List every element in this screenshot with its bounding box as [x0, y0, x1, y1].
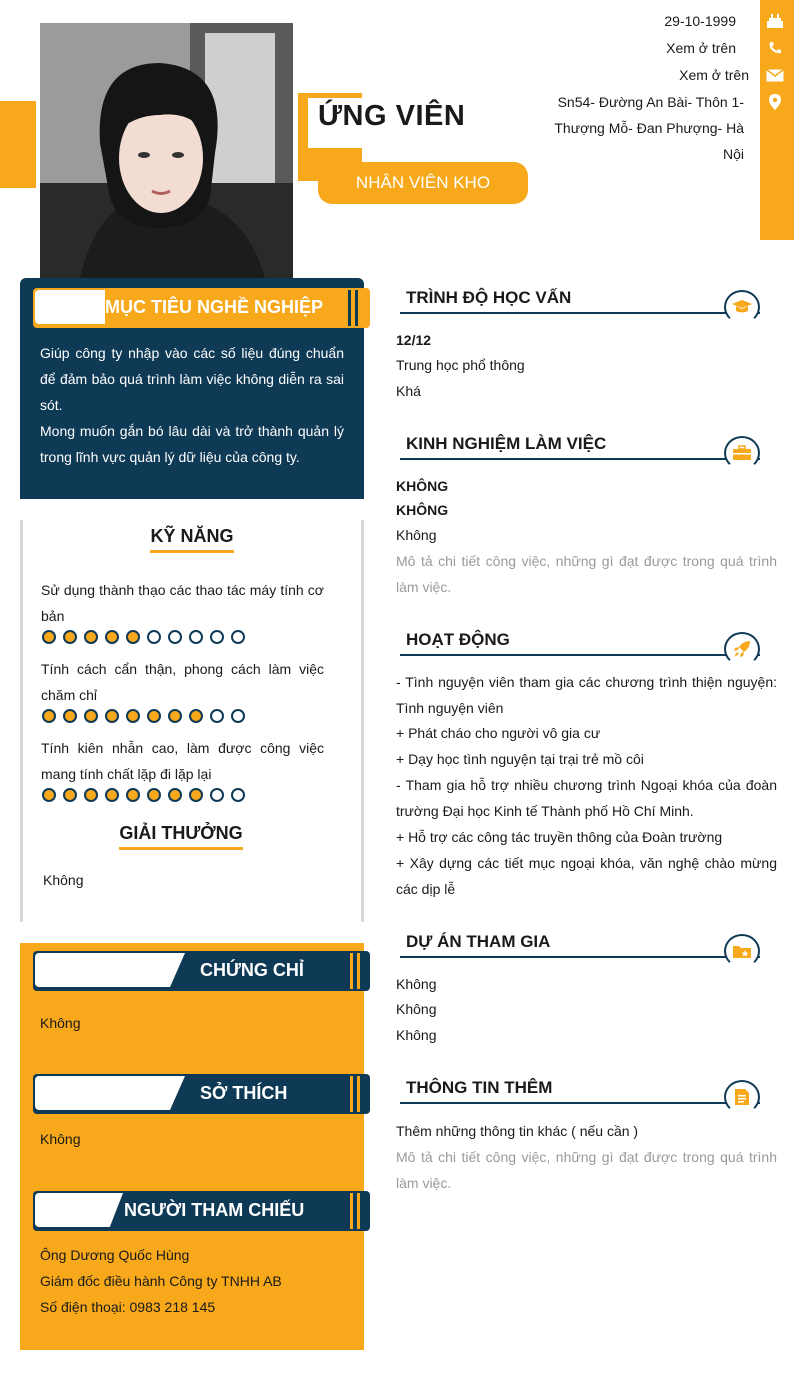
hobbies-text: Không: [40, 1131, 81, 1147]
project-role: Không: [396, 1001, 437, 1017]
job-title-badge: NHÂN VIÊN KHO: [318, 162, 528, 204]
awards-text: Không: [43, 872, 84, 888]
activity-line-6: + Xây dựng các tiết mục ngoại khóa, văn nghệ chào mừng các dịp lễ: [396, 855, 777, 897]
education-title: TRÌNH ĐỘ HỌC VẤN: [406, 288, 572, 307]
envelope-icon: [765, 65, 785, 85]
activities-title: HOẠT ĐỘNG: [406, 630, 510, 649]
references-header: [33, 1191, 370, 1231]
certificates-header: [33, 951, 370, 991]
rating-dot-filled: [168, 788, 182, 802]
contact-phone: Xem ở trên: [666, 40, 736, 56]
skills-title-wrap: [20, 526, 364, 547]
map-marker-icon: [765, 92, 785, 112]
profile-photo: [40, 23, 293, 278]
skills-title: KỸ NĂNG: [150, 526, 233, 553]
experience-company: KHÔNG: [396, 478, 449, 494]
rating-dot-filled: [126, 788, 140, 802]
experience-title: KINH NGHIỆM LÀM VIỆC: [406, 434, 607, 453]
phone-icon: [765, 38, 785, 58]
projects-header: [400, 928, 760, 958]
rating-dot-filled: [147, 709, 161, 723]
rating-dot-filled: [42, 788, 56, 802]
skill-rating-2: [42, 709, 245, 723]
education-period: 12/12: [396, 332, 432, 348]
objective-text-2: Mong muốn gắn bó lâu dài và trở thành quản lý trong lĩnh vực quản lý dữ liệu của công ty.: [40, 423, 344, 465]
rating-dot-filled: [189, 709, 203, 723]
rating-dot-empty: [210, 788, 224, 802]
rating-dot-empty: [147, 630, 161, 644]
profile-photo-illustration: [40, 23, 293, 278]
skill-label-3: Tính kiên nhẫn cao, làm được công việc mang tính chất lặp đi lặp lại: [41, 740, 324, 782]
rating-dot-filled: [63, 709, 77, 723]
contact-address-line2: Thượng Mỗ- Đan Phượng- Hà: [554, 120, 744, 136]
contact-icon-strip: [760, 0, 794, 240]
rating-dot-filled: [105, 630, 119, 644]
rating-dot-empty: [231, 709, 245, 723]
extra-info-title: THÔNG TIN THÊM: [406, 1078, 553, 1097]
rating-dot-filled: [84, 709, 98, 723]
skill-rating-1: [42, 630, 245, 644]
hobbies-title: SỞ THÍCH: [200, 1083, 288, 1103]
certificates-title: CHỨNG CHỈ: [200, 960, 304, 980]
rating-dot-empty: [189, 630, 203, 644]
rating-dot-filled: [42, 630, 56, 644]
education-header: [400, 284, 760, 314]
objective-text-1: Giúp công ty nhập vào các số liệu đúng chuẩn để đảm bảo quá trình làm việc không diễn ra sai sót.: [40, 345, 344, 413]
document-icon: [724, 1080, 760, 1114]
rating-dot-filled: [126, 630, 140, 644]
candidate-name: ỨNG VIÊN: [318, 100, 466, 132]
education-school: Trung học phổ thông: [396, 357, 525, 373]
rating-dot-filled: [63, 630, 77, 644]
activities-header: [400, 626, 760, 656]
contact-email: Xem ở trên: [679, 67, 749, 83]
extra-info-text: Thêm những thông tin khác ( nếu cần ): [396, 1123, 639, 1139]
rating-dot-filled: [126, 709, 140, 723]
rating-dot-filled: [84, 630, 98, 644]
contact-address-line3: Nội: [722, 146, 744, 162]
experience-header: [400, 430, 760, 460]
project-name: Không: [396, 976, 437, 992]
reference-position: Giám đốc điều hành Công ty TNHH AB: [40, 1273, 282, 1289]
rocket-icon: [724, 632, 760, 666]
project-period: Không: [396, 1027, 437, 1043]
rating-dot-empty: [210, 630, 224, 644]
rating-dot-empty: [210, 709, 224, 723]
graduation-cap-icon: [724, 290, 760, 324]
objective-header: [33, 288, 370, 328]
activity-line-4: - Tham gia hỗ trợ nhiều chương trình Ngoại khóa của đoàn trường Đại học Kinh tế Thành phố Hồ Chí Minh.: [396, 777, 777, 819]
rating-dot-filled: [105, 788, 119, 802]
activity-line-3: + Dạy học tình nguyện tại trại trẻ mồ côi: [396, 751, 644, 767]
experience-position: KHÔNG: [396, 502, 449, 518]
skill-label-2: Tính cách cẩn thận, phong cách làm việc chăm chỉ: [41, 661, 324, 703]
references-title: NGƯỜI THAM CHIẾU: [124, 1200, 305, 1220]
rating-dot-filled: [189, 788, 203, 802]
awards-title: GIẢI THƯỞNG: [119, 823, 242, 850]
contact-dob: 29-10-1999: [664, 13, 736, 29]
left-accent-tab: [0, 101, 36, 188]
rating-dot-filled: [42, 709, 56, 723]
extra-info-header: [400, 1074, 760, 1104]
rating-dot-filled: [168, 709, 182, 723]
contact-address-line1: Sn54- Đường An Bài- Thôn 1-: [557, 94, 744, 110]
skill-rating-3: [42, 788, 245, 802]
experience-description: Mô tả chi tiết công việc, những gì đạt được trong quá trình làm việc.: [396, 553, 777, 595]
extra-info-description: Mô tả chi tiết công việc, những gì đạt được trong quá trình làm việc.: [396, 1149, 777, 1191]
awards-title-wrap: [20, 823, 342, 844]
rating-dot-filled: [84, 788, 98, 802]
briefcase-icon: [724, 436, 760, 470]
rating-dot-empty: [168, 630, 182, 644]
rating-dot-filled: [147, 788, 161, 802]
experience-period: Không: [396, 527, 437, 543]
certificates-text: Không: [40, 1015, 81, 1031]
folder-star-icon: [724, 934, 760, 968]
activity-line-2: + Phát cháo cho người vô gia cư: [396, 725, 601, 741]
birthday-cake-icon: [765, 11, 785, 31]
hobbies-header: [33, 1074, 370, 1114]
rating-dot-empty: [231, 788, 245, 802]
activity-line-1: - Tình nguyện viên tham gia các chương trình thiện nguyện: Tình nguyện viên: [396, 674, 777, 716]
objective-title: MỤC TIÊU NGHỀ NGHIỆP: [105, 297, 324, 317]
reference-phone: Số điện thoại: 0983 218 145: [40, 1299, 216, 1315]
rating-dot-filled: [105, 709, 119, 723]
projects-title: DỰ ÁN THAM GIA: [406, 932, 551, 951]
activity-line-5: + Hỗ trợ các công tác truyền thông của Đoàn trường: [396, 829, 723, 845]
skill-label-1: Sử dụng thành thạo các thao tác máy tính cơ bản: [41, 582, 324, 624]
education-grade: Khá: [396, 383, 421, 399]
rating-dot-empty: [231, 630, 245, 644]
reference-name: Ông Dương Quốc Hùng: [40, 1247, 190, 1263]
rating-dot-filled: [63, 788, 77, 802]
